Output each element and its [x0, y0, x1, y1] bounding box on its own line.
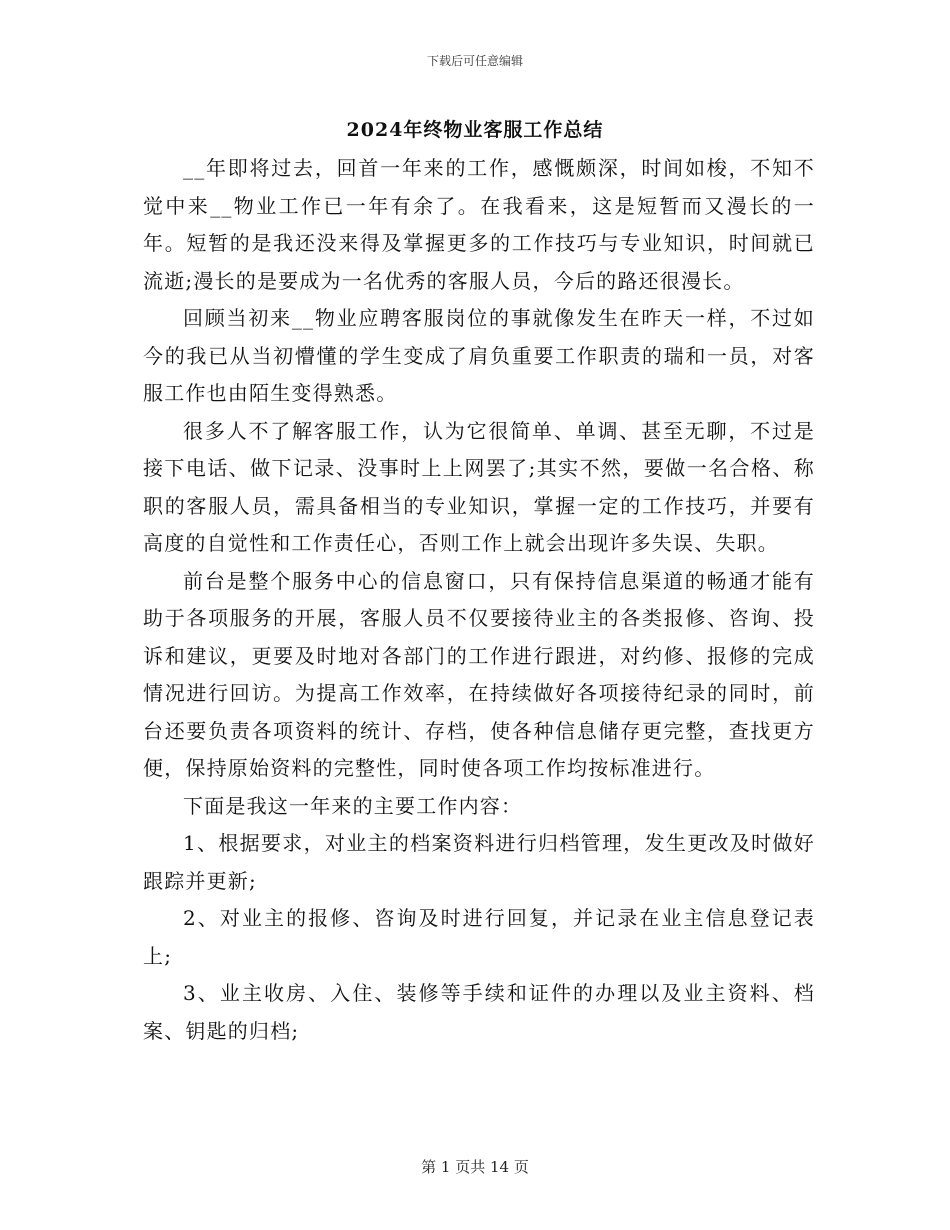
- paragraph: 很多人不了解客服工作，认为它很简单、单调、甚至无聊，不过是接下电话、做下记录、没事时上上网罢了;其实不然，要做一名合格、称职的客服人员，需具备相当的专业知识，掌握一定的工作技巧，并要有高度的自觉性和工作责任心，否则工作上就会出现许多失误、失职。: [143, 418, 815, 555]
- document-title: 2024年终物业客服工作总结: [346, 119, 604, 141]
- paragraph: 下面是我这一年来的主要工作内容：: [183, 793, 523, 818]
- header-note: 下载后可任意编辑: [426, 54, 523, 68]
- list-item: 3、业主收房、入住、装修等手续和证件的办理以及业主资料、档案、钥匙的归档;: [143, 981, 815, 1043]
- paragraph: 前台是整个服务中心的信息窗口，只有保持信息渠道的畅通才能有助于各项服务的开展，客服人员不仅要接待业主的各类报修、咨询、投诉和建议，更要及时地对各部门的工作进行跟进，对约修、报修的完成情况进行回访。为提高工作效率，在持续做好各项接待纪录的同时，前台还要负责各项资料的统计、存档，使各种信息储存更完整，查找更方便，保持原始资料的完整性，同时使各项工作均按标准进行。: [143, 568, 815, 780]
- page-footer: 第 1 页共 14 页: [421, 1158, 529, 1176]
- list-item: 1、根据要求，对业主的档案资料进行归档管理，发生更改及时做好跟踪并更新;: [143, 831, 815, 893]
- document-body: [143, 150, 815, 1050]
- paragraph: 回顾当初来__物业应聘客服岗位的事就像发生在昨天一样，不过如今的我已从当初懵懂的学生变成了肩负重要工作职责的瑞和一员，对客服工作也由陌生变得熟悉。: [143, 306, 815, 405]
- paragraph: __年即将过去，回首一年来的工作，感慨颇深，时间如梭，不知不觉中来__物业工作已一年有余了。在我看来，这是短暂而又漫长的一年。短暂的是我还没来得及掌握更多的工作技巧与专业知识，时间就已流逝;漫长的是要成为一名优秀的客服人员，今后的路还很漫长。: [143, 156, 815, 293]
- list-item: 2、对业主的报修、咨询及时进行回复，并记录在业主信息登记表上;: [143, 906, 815, 968]
